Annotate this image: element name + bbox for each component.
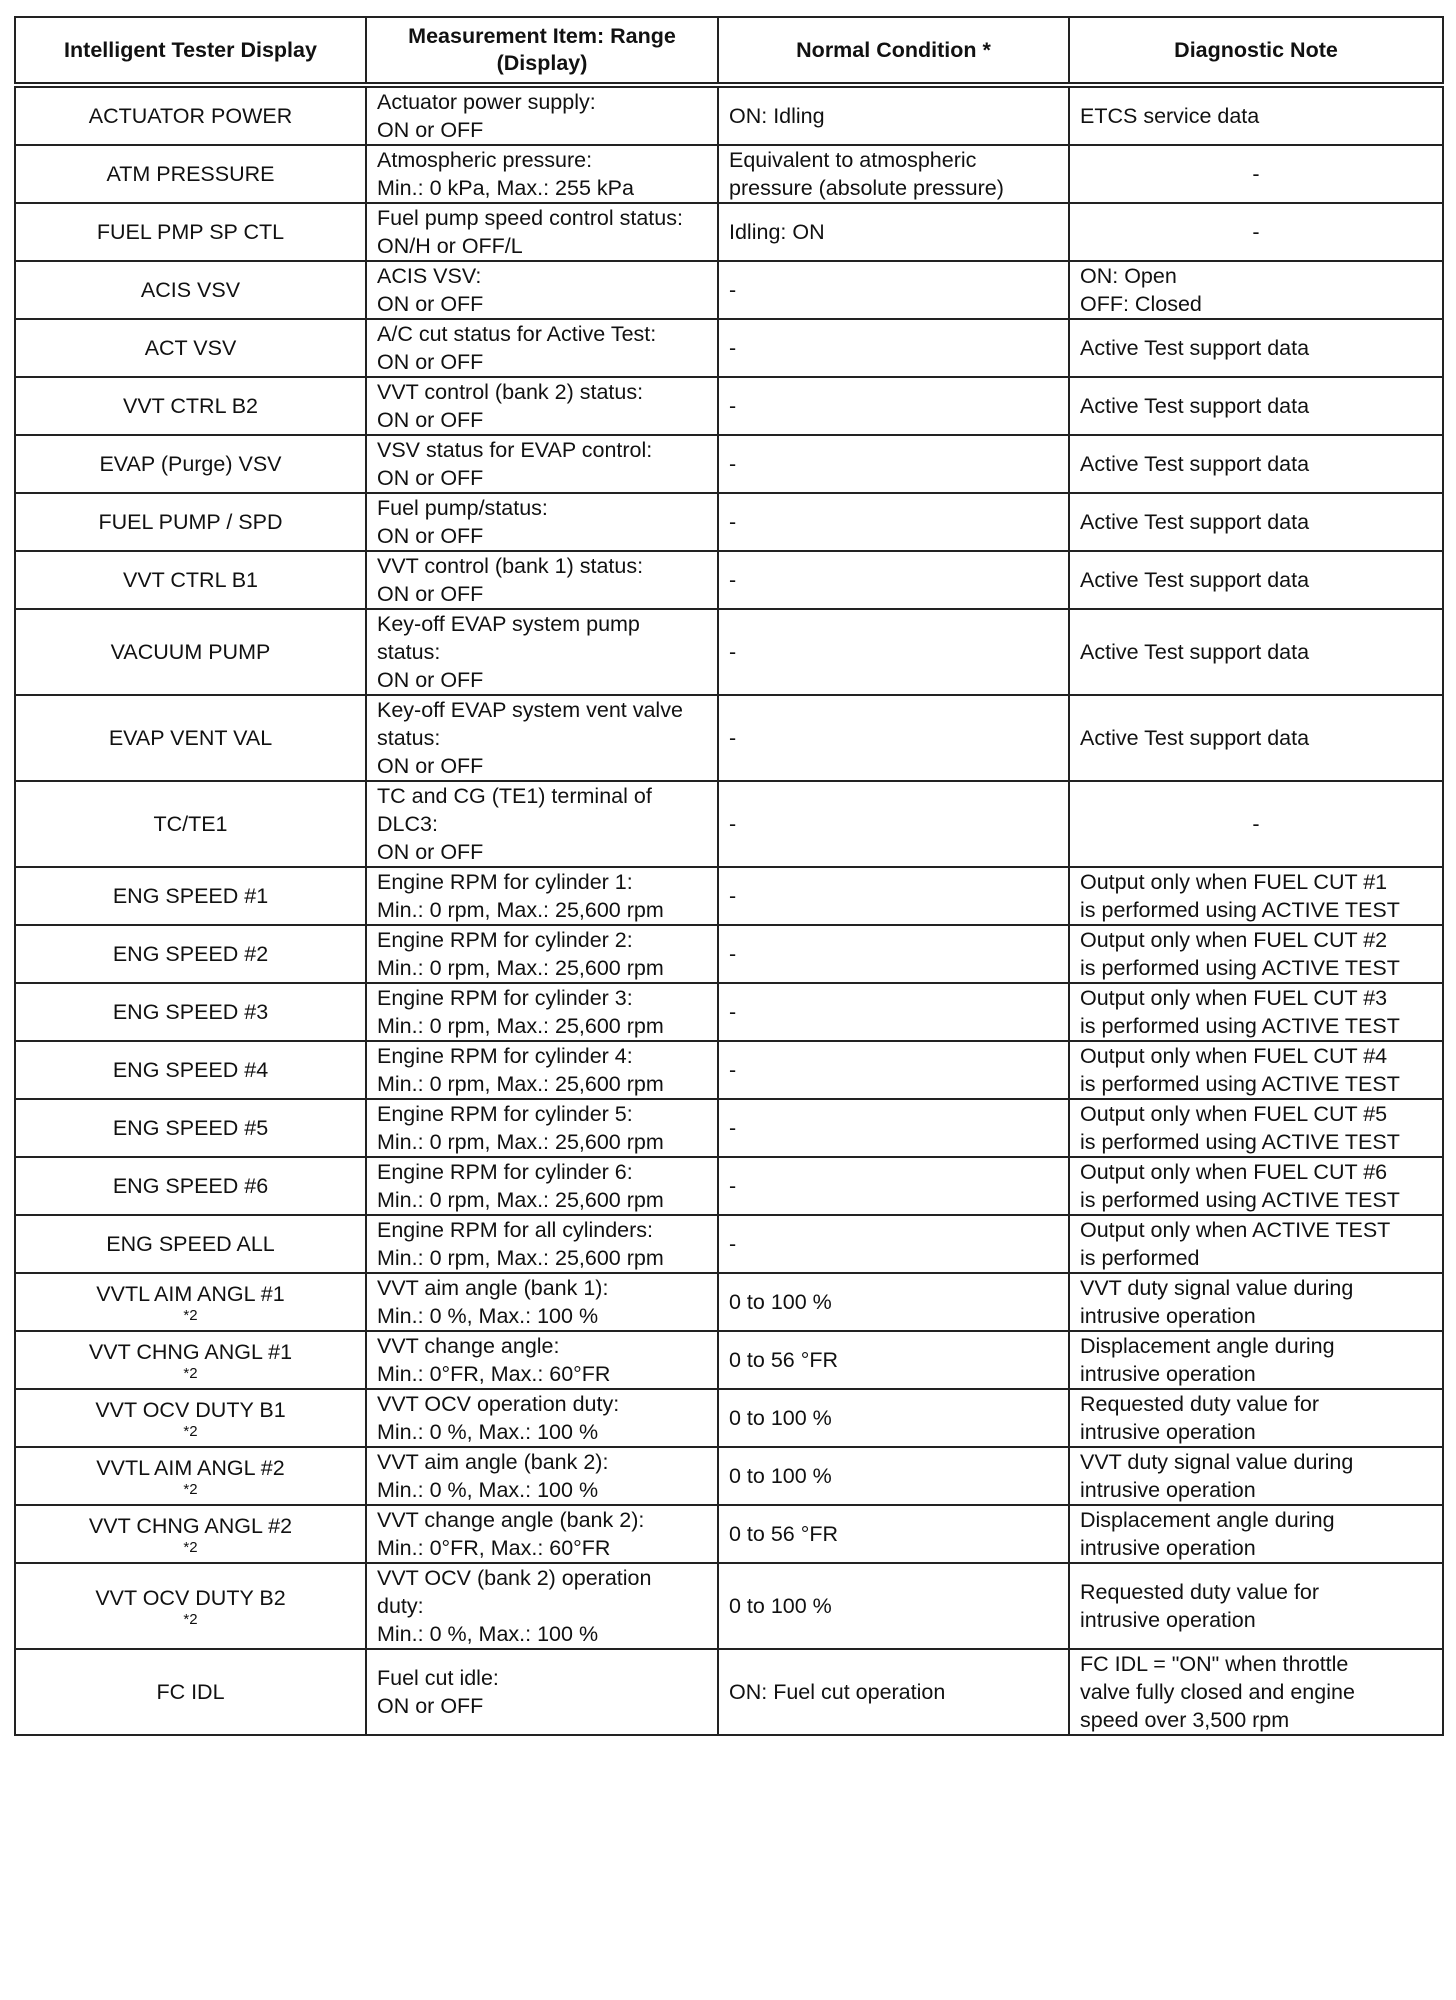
cell-measurement-item-line: duty: [377, 1594, 424, 1618]
cell-diagnostic-note [1069, 145, 1443, 203]
cell-normal-condition [718, 1505, 1069, 1563]
cell-measurement-item-line: Actuator power supply: [377, 90, 596, 114]
cell-normal-condition-line: - [729, 812, 737, 836]
cell-diagnostic-note [1069, 983, 1443, 1041]
cell-diagnostic-note-line: Output only when FUEL CUT #2 [1080, 928, 1388, 952]
cell-measurement-item [366, 435, 718, 493]
cell-diagnostic-note [1069, 781, 1443, 867]
display-name-text: ENG SPEED #3 [112, 1000, 269, 1024]
cell-normal-condition-line: 0 to 100 % [729, 1594, 832, 1618]
cell-normal-condition-line: 0 to 56 °FR [729, 1348, 838, 1372]
cell-normal-condition-line: ON: Idling [729, 104, 825, 128]
display-name-text: VVTL AIM ANGL #1 [96, 1282, 285, 1306]
display-name-text: VVT CTRL B1 [122, 568, 258, 592]
cell-normal-condition [718, 781, 1069, 867]
cell-normal-condition-line: pressure (absolute pressure) [729, 176, 1004, 200]
table-row [15, 203, 1443, 261]
cell-diagnostic-note-line: Output only when FUEL CUT #3 [1080, 986, 1388, 1010]
cell-display-name [15, 695, 366, 781]
cell-measurement-item-line: VVT aim angle (bank 1): [377, 1276, 609, 1300]
cell-normal-condition [718, 1157, 1069, 1215]
cell-display-name [15, 1215, 366, 1273]
cell-measurement-item-line: VSV status for EVAP control: [377, 438, 653, 462]
cell-diagnostic-note [1069, 1389, 1443, 1447]
cell-measurement-item-line: ON or OFF [377, 754, 484, 778]
cell-measurement-item [366, 609, 718, 695]
cell-normal-condition-line: 0 to 100 % [729, 1406, 832, 1430]
cell-measurement-item-line: Min.: 0°FR, Max.: 60°FR [377, 1536, 611, 1560]
cell-measurement-item [366, 1649, 718, 1735]
table-row [15, 1215, 1443, 1273]
cell-diagnostic-note-line: is performed using ACTIVE TEST [1080, 1072, 1400, 1096]
cell-diagnostic-note [1069, 435, 1443, 493]
cell-diagnostic-note [1069, 1563, 1443, 1649]
cell-measurement-item-line: Fuel pump/status: [377, 496, 548, 520]
cell-diagnostic-note-line: intrusive operation [1080, 1420, 1256, 1444]
display-name-text: VVT OCV DUTY B1 [95, 1398, 286, 1422]
cell-normal-condition-line: - [729, 1116, 737, 1140]
cell-measurement-item [366, 551, 718, 609]
cell-measurement-item-line: Min.: 0°FR, Max.: 60°FR [377, 1362, 611, 1386]
display-name-text: ENG SPEED #2 [112, 942, 269, 966]
cell-normal-condition-line: - [729, 640, 737, 664]
cell-measurement-item-line: Engine RPM for cylinder 6: [377, 1160, 633, 1184]
cell-diagnostic-note-line: VVT duty signal value during [1080, 1276, 1354, 1300]
cell-diagnostic-note-line: is performed using ACTIVE TEST [1080, 1188, 1400, 1212]
header-measurement-item-line: Measurement Item: Range [408, 24, 676, 48]
cell-diagnostic-note-line: ETCS service data [1080, 104, 1260, 128]
cell-display-name [15, 145, 366, 203]
footnote-marker: *2 [183, 1539, 198, 1556]
cell-diagnostic-note [1069, 377, 1443, 435]
display-name-text: ENG SPEED #1 [112, 884, 269, 908]
cell-diagnostic-note-line: Output only when FUEL CUT #5 [1080, 1102, 1388, 1126]
table-row [15, 1157, 1443, 1215]
cell-diagnostic-note-line: intrusive operation [1080, 1478, 1256, 1502]
cell-measurement-item-line: DLC3: [377, 812, 438, 836]
cell-diagnostic-note-line: FC IDL = "ON" when throttle [1080, 1652, 1349, 1676]
cell-normal-condition-line: - [729, 510, 737, 534]
cell-diagnostic-note [1069, 261, 1443, 319]
cell-normal-condition-line: Idling: ON [729, 220, 825, 244]
cell-normal-condition [718, 925, 1069, 983]
display-name-text: ENG SPEED #6 [112, 1174, 269, 1198]
cell-normal-condition-line: - [729, 568, 737, 592]
table-row [15, 925, 1443, 983]
header-normal-condition: Normal Condition * [718, 17, 1069, 85]
cell-normal-condition-line: 0 to 100 % [729, 1464, 832, 1488]
cell-normal-condition [718, 85, 1069, 145]
cell-measurement-item-line: VVT OCV operation duty: [377, 1392, 620, 1416]
cell-diagnostic-note-line: Displacement angle during [1080, 1334, 1335, 1358]
cell-display-name [15, 1563, 366, 1649]
table-row [15, 1331, 1443, 1389]
cell-measurement-item-line: status: [377, 726, 441, 750]
cell-diagnostic-note-line: - [1252, 220, 1260, 244]
cell-diagnostic-note-line: ON: Open [1080, 264, 1177, 288]
cell-measurement-item-line: ON or OFF [377, 350, 484, 374]
cell-diagnostic-note-line: Active Test support data [1080, 640, 1310, 664]
cell-display-name [15, 85, 366, 145]
cell-measurement-item-line: VVT aim angle (bank 2): [377, 1450, 609, 1474]
cell-measurement-item-line: Fuel cut idle: [377, 1666, 499, 1690]
display-name-text: EVAP VENT VAL [108, 726, 273, 750]
cell-measurement-item [366, 1331, 718, 1389]
cell-diagnostic-note [1069, 1331, 1443, 1389]
cell-measurement-item-line: Key-off EVAP system pump [377, 612, 640, 636]
cell-measurement-item-line: Engine RPM for cylinder 2: [377, 928, 633, 952]
cell-measurement-item-line: Min.: 0 rpm, Max.: 25,600 rpm [377, 956, 664, 980]
cell-diagnostic-note-line: - [1252, 812, 1260, 836]
cell-diagnostic-note-line: VVT duty signal value during [1080, 1450, 1354, 1474]
display-name-text: ATM PRESSURE [106, 162, 275, 186]
cell-display-name [15, 1273, 366, 1331]
cell-measurement-item-line: Min.: 0 rpm, Max.: 25,600 rpm [377, 1188, 664, 1212]
cell-measurement-item [366, 85, 718, 145]
cell-diagnostic-note [1069, 925, 1443, 983]
cell-normal-condition [718, 983, 1069, 1041]
table-row [15, 695, 1443, 781]
header-tester-display: Intelligent Tester Display [15, 17, 366, 85]
cell-normal-condition [718, 1389, 1069, 1447]
cell-diagnostic-note-line: intrusive operation [1080, 1362, 1256, 1386]
cell-diagnostic-note-line: intrusive operation [1080, 1536, 1256, 1560]
cell-measurement-item-line: Engine RPM for cylinder 4: [377, 1044, 633, 1068]
table-row [15, 85, 1443, 145]
cell-measurement-item-line: Engine RPM for all cylinders: [377, 1218, 654, 1242]
cell-normal-condition [718, 1215, 1069, 1273]
cell-diagnostic-note-line: Output only when FUEL CUT #6 [1080, 1160, 1388, 1184]
data-list-page [14, 16, 1442, 1736]
table-row [15, 867, 1443, 925]
cell-measurement-item-line: Min.: 0 rpm, Max.: 25,600 rpm [377, 898, 664, 922]
footnote-marker: *2 [183, 1423, 198, 1440]
cell-normal-condition-line: - [729, 394, 737, 418]
cell-diagnostic-note [1069, 319, 1443, 377]
cell-normal-condition-line: - [729, 336, 737, 360]
cell-diagnostic-note [1069, 1273, 1443, 1331]
table-header-row [15, 17, 1443, 85]
cell-measurement-item-line: Min.: 0 %, Max.: 100 % [377, 1478, 599, 1502]
cell-normal-condition [718, 319, 1069, 377]
cell-measurement-item-line: Engine RPM for cylinder 1: [377, 870, 633, 894]
table-row [15, 983, 1443, 1041]
cell-measurement-item [366, 1157, 718, 1215]
cell-normal-condition [718, 867, 1069, 925]
cell-measurement-item-line: ON or OFF [377, 582, 484, 606]
cell-diagnostic-note-line: Active Test support data [1080, 336, 1310, 360]
cell-diagnostic-note-line: Active Test support data [1080, 394, 1310, 418]
cell-display-name [15, 261, 366, 319]
display-name-text: VVT CHNG ANGL #1 [88, 1340, 293, 1364]
display-name-text: EVAP (Purge) VSV [99, 452, 282, 476]
cell-measurement-item [366, 695, 718, 781]
table-row [15, 781, 1443, 867]
table-row [15, 1273, 1443, 1331]
cell-normal-condition [718, 203, 1069, 261]
cell-diagnostic-note [1069, 695, 1443, 781]
cell-normal-condition-line: 0 to 56 °FR [729, 1522, 838, 1546]
footnote-marker: *2 [183, 1365, 198, 1382]
cell-normal-condition [718, 1041, 1069, 1099]
cell-display-name [15, 493, 366, 551]
cell-measurement-item-line: Key-off EVAP system vent valve [377, 698, 683, 722]
table-row [15, 493, 1443, 551]
cell-measurement-item-line: status: [377, 640, 441, 664]
cell-normal-condition-line: - [729, 278, 737, 302]
table-row [15, 1041, 1443, 1099]
cell-measurement-item [366, 867, 718, 925]
cell-diagnostic-note-line: is performed using ACTIVE TEST [1080, 956, 1400, 980]
cell-diagnostic-note [1069, 1505, 1443, 1563]
display-name-text: TC/TE1 [153, 812, 228, 836]
cell-measurement-item-line: Min.: 0 %, Max.: 100 % [377, 1420, 599, 1444]
table-body [15, 85, 1443, 1735]
table-row [15, 609, 1443, 695]
header-diagnostic-note: Diagnostic Note [1069, 17, 1443, 85]
display-name-text: ENG SPEED ALL [106, 1232, 275, 1256]
display-name-text: VVT CHNG ANGL #2 [88, 1514, 293, 1538]
cell-normal-condition [718, 695, 1069, 781]
cell-normal-condition-line: - [729, 884, 737, 908]
cell-normal-condition-line: - [729, 1232, 737, 1256]
cell-measurement-item-line: Min.: 0 rpm, Max.: 25,600 rpm [377, 1014, 664, 1038]
cell-diagnostic-note-line: valve fully closed and engine [1080, 1680, 1355, 1704]
cell-display-name [15, 203, 366, 261]
table-row [15, 551, 1443, 609]
cell-measurement-item-line: VVT control (bank 2) status: [377, 380, 644, 404]
cell-measurement-item-line: ON or OFF [377, 1694, 484, 1718]
cell-measurement-item-line: ON/H or OFF/L [377, 234, 523, 258]
cell-measurement-item-line: A/C cut status for Active Test: [377, 322, 657, 346]
display-name-text: FC IDL [156, 1680, 225, 1704]
cell-diagnostic-note [1069, 493, 1443, 551]
cell-display-name [15, 925, 366, 983]
cell-diagnostic-note [1069, 203, 1443, 261]
table-row [15, 1447, 1443, 1505]
cell-display-name [15, 319, 366, 377]
cell-measurement-item [366, 1447, 718, 1505]
cell-diagnostic-note-line: speed over 3,500 rpm [1080, 1708, 1290, 1732]
cell-display-name [15, 1099, 366, 1157]
cell-diagnostic-note-line: is performed using ACTIVE TEST [1080, 898, 1400, 922]
cell-display-name [15, 609, 366, 695]
cell-diagnostic-note-line: Requested duty value for [1080, 1392, 1320, 1416]
cell-diagnostic-note-line: Output only when ACTIVE TEST [1080, 1218, 1391, 1242]
cell-measurement-item-line: Atmospheric pressure: [377, 148, 593, 172]
table-row [15, 1389, 1443, 1447]
cell-normal-condition [718, 145, 1069, 203]
cell-diagnostic-note [1069, 1041, 1443, 1099]
cell-measurement-item [366, 493, 718, 551]
cell-measurement-item-line: Min.: 0 kPa, Max.: 255 kPa [377, 176, 634, 200]
cell-display-name [15, 1649, 366, 1735]
cell-display-name [15, 435, 366, 493]
cell-display-name [15, 551, 366, 609]
cell-measurement-item-line: VVT control (bank 1) status: [377, 554, 644, 578]
cell-measurement-item-line: ON or OFF [377, 524, 484, 548]
cell-measurement-item-line: ON or OFF [377, 466, 484, 490]
footnote-marker: *2 [183, 1611, 198, 1628]
display-name-text: ENG SPEED #4 [112, 1058, 269, 1082]
cell-diagnostic-note-line: OFF: Closed [1080, 292, 1202, 316]
table-row [15, 1099, 1443, 1157]
cell-display-name [15, 1389, 366, 1447]
display-name-text: ACIS VSV [140, 278, 241, 302]
cell-normal-condition-line: Equivalent to atmospheric [729, 148, 977, 172]
cell-measurement-item [366, 1505, 718, 1563]
cell-diagnostic-note-line: Displacement angle during [1080, 1508, 1335, 1532]
cell-normal-condition [718, 609, 1069, 695]
cell-measurement-item-line: Min.: 0 %, Max.: 100 % [377, 1622, 599, 1646]
display-name-text: VVT CTRL B2 [122, 394, 258, 418]
cell-measurement-item-line: ACIS VSV: [377, 264, 482, 288]
cell-measurement-item [366, 145, 718, 203]
cell-normal-condition [718, 1331, 1069, 1389]
cell-normal-condition-line: - [729, 1058, 737, 1082]
cell-display-name [15, 1041, 366, 1099]
cell-measurement-item-line: Engine RPM for cylinder 5: [377, 1102, 633, 1126]
cell-diagnostic-note-line: is performed using ACTIVE TEST [1080, 1130, 1400, 1154]
cell-measurement-item [366, 203, 718, 261]
cell-measurement-item [366, 1389, 718, 1447]
cell-normal-condition-line: 0 to 100 % [729, 1290, 832, 1314]
cell-normal-condition-line: - [729, 942, 737, 966]
cell-measurement-item-line: Min.: 0 rpm, Max.: 25,600 rpm [377, 1072, 664, 1096]
cell-measurement-item [366, 1273, 718, 1331]
cell-diagnostic-note [1069, 1447, 1443, 1505]
cell-measurement-item [366, 781, 718, 867]
cell-measurement-item-line: VVT OCV (bank 2) operation [377, 1566, 652, 1590]
cell-diagnostic-note-line: Active Test support data [1080, 726, 1310, 750]
cell-normal-condition [718, 1649, 1069, 1735]
cell-display-name [15, 983, 366, 1041]
cell-measurement-item-line: ON or OFF [377, 840, 484, 864]
cell-measurement-item-line: Min.: 0 rpm, Max.: 25,600 rpm [377, 1246, 664, 1270]
cell-display-name [15, 867, 366, 925]
display-name-text: FUEL PMP SP CTL [96, 220, 285, 244]
cell-measurement-item [366, 319, 718, 377]
cell-measurement-item [366, 983, 718, 1041]
cell-measurement-item [366, 377, 718, 435]
display-name-text: ACT VSV [144, 336, 237, 360]
table-row [15, 319, 1443, 377]
cell-measurement-item [366, 1041, 718, 1099]
cell-measurement-item-line: ON or OFF [377, 408, 484, 432]
cell-measurement-item [366, 1099, 718, 1157]
table-row [15, 1649, 1443, 1735]
display-name-text: VVTL AIM ANGL #2 [96, 1456, 285, 1480]
cell-display-name [15, 377, 366, 435]
display-name-text: VVT OCV DUTY B2 [95, 1586, 286, 1610]
cell-diagnostic-note [1069, 551, 1443, 609]
cell-measurement-item [366, 1563, 718, 1649]
cell-diagnostic-note [1069, 1157, 1443, 1215]
cell-normal-condition [718, 261, 1069, 319]
cell-measurement-item-line: Min.: 0 rpm, Max.: 25,600 rpm [377, 1130, 664, 1154]
cell-diagnostic-note-line: intrusive operation [1080, 1304, 1256, 1328]
table-row [15, 261, 1443, 319]
table-row [15, 145, 1443, 203]
cell-normal-condition [718, 1563, 1069, 1649]
table-row [15, 1505, 1443, 1563]
cell-diagnostic-note-line: Output only when FUEL CUT #4 [1080, 1044, 1388, 1068]
cell-diagnostic-note-line: is performed using ACTIVE TEST [1080, 1014, 1400, 1038]
cell-diagnostic-note-line: - [1252, 162, 1260, 186]
display-name-text: FUEL PUMP / SPD [98, 510, 283, 534]
cell-measurement-item-line: VVT change angle (bank 2): [377, 1508, 645, 1532]
cell-measurement-item-line: ON or OFF [377, 668, 484, 692]
cell-measurement-item [366, 261, 718, 319]
footnote-marker: *2 [183, 1481, 198, 1498]
cell-measurement-item [366, 925, 718, 983]
cell-diagnostic-note [1069, 1215, 1443, 1273]
cell-normal-condition-line: - [729, 1000, 737, 1024]
cell-measurement-item-line: Engine RPM for cylinder 3: [377, 986, 633, 1010]
data-list-table [14, 16, 1444, 1736]
cell-measurement-item-line: Min.: 0 %, Max.: 100 % [377, 1304, 599, 1328]
cell-diagnostic-note-line: Active Test support data [1080, 452, 1310, 476]
cell-normal-condition [718, 1447, 1069, 1505]
cell-measurement-item [366, 1215, 718, 1273]
cell-measurement-item-line: TC and CG (TE1) terminal of [377, 784, 652, 808]
cell-diagnostic-note [1069, 85, 1443, 145]
cell-display-name [15, 1331, 366, 1389]
cell-normal-condition [718, 435, 1069, 493]
display-name-text: ACTUATOR POWER [88, 104, 293, 128]
display-name-text: VACUUM PUMP [110, 640, 271, 664]
cell-normal-condition [718, 493, 1069, 551]
cell-diagnostic-note [1069, 609, 1443, 695]
cell-diagnostic-note-line: Active Test support data [1080, 568, 1310, 592]
display-name-text: ENG SPEED #5 [112, 1116, 269, 1140]
table-row [15, 1563, 1443, 1649]
cell-diagnostic-note-line: Output only when FUEL CUT #1 [1080, 870, 1388, 894]
cell-diagnostic-note [1069, 1099, 1443, 1157]
cell-normal-condition [718, 377, 1069, 435]
cell-normal-condition-line: - [729, 726, 737, 750]
footnote-marker: *2 [183, 1307, 198, 1324]
table-row [15, 377, 1443, 435]
cell-diagnostic-note-line: is performed [1080, 1246, 1200, 1270]
cell-diagnostic-note [1069, 867, 1443, 925]
cell-normal-condition [718, 1273, 1069, 1331]
cell-normal-condition [718, 551, 1069, 609]
cell-diagnostic-note-line: intrusive operation [1080, 1608, 1256, 1632]
table-row [15, 435, 1443, 493]
cell-diagnostic-note-line: Requested duty value for [1080, 1580, 1320, 1604]
cell-normal-condition-line: - [729, 1174, 737, 1198]
header-measurement-item-line: (Display) [496, 51, 588, 75]
cell-measurement-item-line: ON or OFF [377, 292, 484, 316]
cell-diagnostic-note [1069, 1649, 1443, 1735]
cell-diagnostic-note-line: Active Test support data [1080, 510, 1310, 534]
cell-display-name [15, 1505, 366, 1563]
cell-display-name [15, 1447, 366, 1505]
cell-normal-condition [718, 1099, 1069, 1157]
cell-normal-condition-line: - [729, 452, 737, 476]
cell-display-name [15, 781, 366, 867]
header-measurement-item [366, 17, 718, 85]
cell-measurement-item-line: Fuel pump speed control status: [377, 206, 683, 230]
cell-measurement-item-line: ON or OFF [377, 118, 484, 142]
cell-normal-condition-line: ON: Fuel cut operation [729, 1680, 946, 1704]
cell-measurement-item-line: VVT change angle: [377, 1334, 560, 1358]
cell-display-name [15, 1157, 366, 1215]
